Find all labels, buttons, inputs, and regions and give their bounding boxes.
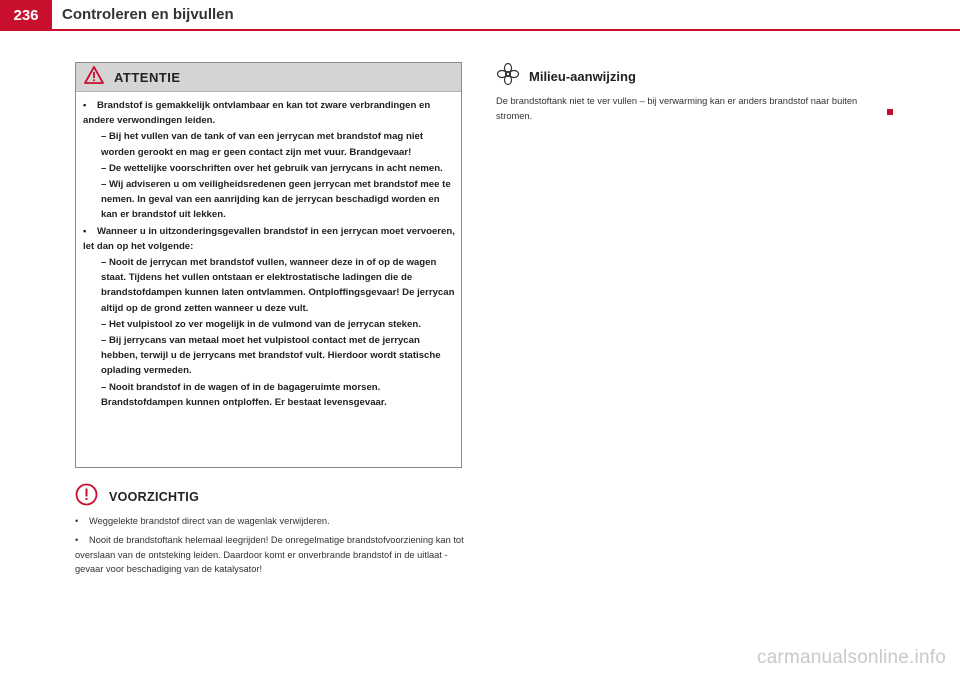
environment-note	[496, 62, 886, 124]
watermark: carmanualsonline.info	[756, 647, 946, 668]
caution-body	[75, 514, 465, 577]
warning-box	[75, 62, 462, 468]
caution-circle-icon	[75, 483, 98, 511]
page-number: 236	[0, 0, 52, 31]
warning-subitem: – Bij jerrycans van metaal moet het vulpistool contact met de jerrycan hebben, terwijl u de jerrycans met brandstof vult. Hierdoor wordt statische oplading vermeden.	[101, 335, 441, 377]
caution-title: VOORZICHTIG	[109, 490, 200, 504]
environment-text: De brandstoftank niet te ver vullen – bij verwarming kan er anders brandstof naar buiten stromen.	[496, 96, 858, 121]
caution-bullet: • Weggelekte brandstof direct van de wagenlak verwijderen.	[75, 516, 330, 526]
caution-header	[75, 484, 465, 510]
warning-subitem: – De wettelijke voorschriften over het gebruik van jerrycans in acht nemen.	[101, 162, 443, 174]
warning-body	[76, 92, 461, 410]
warning-bullet: • Wanneer u in uitzonderingsgevallen brandstof in een jerrycan moet vervoeren, let dan op het volgende:	[83, 225, 455, 252]
warning-subitem: – Wij adviseren u om veiligheidsredenen geen jerrycan met brandstof mee te nemen. In geval van een aanrijding kan de jerrycan beschadigd worden en kan er brandstof uit lekken.	[101, 179, 451, 221]
warning-triangle-icon	[84, 66, 104, 89]
flower-icon	[496, 62, 520, 91]
environment-header	[496, 62, 886, 90]
warning-subitem: – Nooit de jerrycan met brandstof vullen, wanneer deze in of op de wagen staat. Tijdens het vullen ontstaan er elektrostatische ladingen die de brandstofdampen kunnen laten ontvlammen. Ontploffingsgevaar! De jerrycan altijd op de grond zetten wanneer u deze vult.	[101, 257, 455, 314]
section-end-marker	[887, 109, 893, 115]
header-rule	[0, 29, 960, 31]
warning-subitem: – Het vulpistool zo ver mogelijk in de vulmond van de jerrycan steken.	[101, 318, 421, 330]
warning-subitem: – Nooit brandstof in de wagen of in de bagageruimte morsen. Brandstofdampen kunnen ontploffen. Er bestaat levensgevaar.	[101, 381, 387, 408]
warning-header	[76, 63, 461, 92]
warning-title: ATTENTIE	[114, 69, 181, 85]
page-title: Controleren en bijvullen	[62, 6, 234, 23]
caution-bullet: • Nooit de brandstoftank helemaal leegrijden! De onregelmatige brandstofvoorziening kan tot overslaan van de ontsteking leiden. Daardoor komt er onverbrande brandstof in de uitlaat - gevaar voor beschadiging van de katalysator!	[75, 534, 464, 575]
warning-subitem: – Bij het vullen van de tank of van een jerrycan met brandstof mag niet worden gerookt en mag er geen contact zijn met vuur. Brandgevaar!	[101, 131, 424, 158]
warning-bullet: • Brandstof is gemakkelijk ontvlambaar en kan tot zware verbrandingen en andere verwondingen leiden.	[83, 100, 431, 127]
caution-section	[75, 484, 465, 581]
environment-title: Milieu-aanwijzing	[529, 68, 636, 84]
